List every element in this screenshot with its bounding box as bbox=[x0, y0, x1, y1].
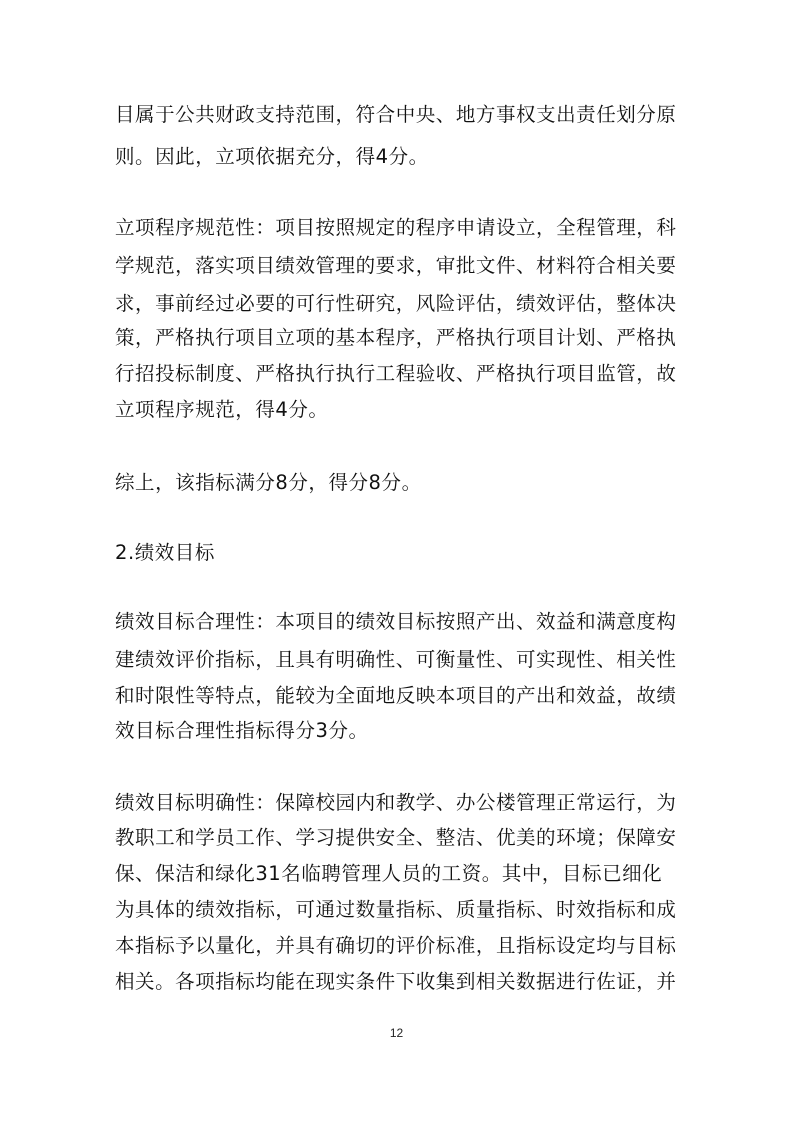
paragraph-6-line-5: 本指标予以量化，并具有确切的评价标准，且指标设定均与目标 bbox=[115, 934, 677, 957]
paragraph-1-line-1: 目属于公共财政支持范围，符合中央、地方事权支出责任划分原 bbox=[115, 103, 677, 126]
paragraph-5-line-2: 建绩效评价指标，且具有明确性、可衡量性、可实现性、相关性 bbox=[115, 648, 677, 671]
paragraph-2-line-1: 立项程序规范性：项目按照规定的程序申请设立，全程管理，科 bbox=[115, 216, 677, 239]
paragraph-2-line-4: 策，严格执行项目立项的基本程序，严格执行项目计划、严格执 bbox=[115, 326, 677, 349]
paragraph-3-line-1: 综上，该指标满分8分，得分8分。 bbox=[115, 471, 422, 494]
paragraph-6-line-3: 保、保洁和绿化31名临聘管理人员的工资。其中，目标已细化 bbox=[115, 862, 663, 885]
page-number: 12 bbox=[389, 1026, 404, 1040]
paragraph-6-line-4: 为具体的绩效指标，可通过数量指标、质量指标、时效指标和成 bbox=[115, 898, 677, 921]
paragraph-2-line-3: 求，事前经过必要的可行性研究，风险评估，绩效评估，整体决 bbox=[115, 292, 677, 315]
paragraph-5-line-3: 和时限性等特点，能较为全面地反映本项目的产出和效益，故绩 bbox=[115, 684, 677, 707]
paragraph-2-line-2: 学规范，落实项目绩效管理的要求，审批文件、材料符合相关要 bbox=[115, 254, 677, 277]
paragraph-2-line-6: 立项程序规范，得4分。 bbox=[115, 398, 329, 421]
paragraph-6-line-6: 相关。各项指标均能在现实条件下收集到相关数据进行佐证，并 bbox=[115, 970, 677, 993]
paragraph-5-line-1: 绩效目标合理性：本项目的绩效目标按照产出、效益和满意度构 bbox=[115, 610, 677, 633]
paragraph-5-line-4: 效目标合理性指标得分3分。 bbox=[115, 719, 369, 742]
paragraph-1-line-2: 则。因此，立项依据充分，得4分。 bbox=[115, 145, 429, 168]
section-heading: 2.绩效目标 bbox=[115, 541, 215, 564]
paragraph-6-line-2: 教职工和学员工作、学习提供安全、整洁、优美的环境；保障安 bbox=[115, 826, 677, 849]
paragraph-2-line-5: 行招投标制度、严格执行执行工程验收、严格执行项目监管，故 bbox=[115, 362, 677, 385]
paragraph-6-line-1: 绩效目标明确性：保障校园内和教学、办公楼管理正常运行，为 bbox=[115, 791, 677, 814]
